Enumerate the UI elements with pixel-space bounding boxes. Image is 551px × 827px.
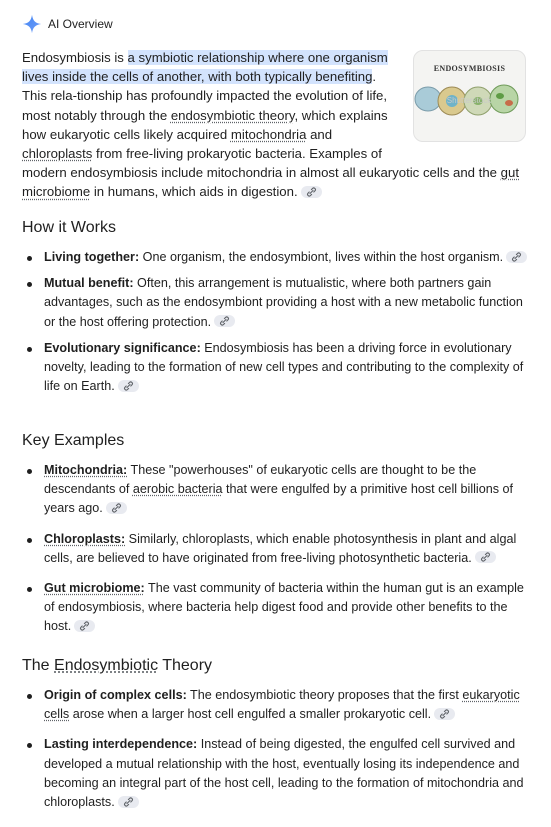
- highlight-line-1: a symbiotic relationship where one organism lives: [22, 50, 388, 85]
- highlight-line-2: inside the cells of another, with both typically benefiting: [52, 69, 373, 85]
- section-heading: How it Works: [22, 219, 116, 236]
- link-icon: [123, 381, 134, 391]
- source-link-chip[interactable]: [214, 315, 235, 327]
- item-text: The vast community of bacteria within the human gut is an example of endosymbiosis, where bacteria help digest food and provide other benefits to the host.: [44, 581, 524, 634]
- list-item: [22, 686, 530, 724]
- item-text: Often, this arrangement is mutualistic, where both partners gain advantages, such as the endosymbiont providing a host with a new metabolic function or the host offering protection.: [44, 276, 523, 329]
- link-icon: [219, 316, 230, 326]
- source-link-chip[interactable]: [506, 251, 527, 263]
- source-link-chip[interactable]: [434, 708, 455, 720]
- intro-text: and: [306, 126, 333, 142]
- item-text: arose when a larger host cell engulfed a smaller prokaryotic cell.: [69, 707, 432, 722]
- link-icon: [79, 621, 90, 631]
- list-item: [22, 461, 530, 519]
- link-icon: [511, 252, 522, 262]
- link-icon: [439, 709, 450, 719]
- item-term: Evolutionary significance:: [44, 340, 201, 355]
- watermark-text: Shutterstock: [446, 96, 492, 105]
- section-heading: Key Examples: [22, 432, 125, 449]
- list-item: [22, 339, 530, 397]
- how-it-works-list: [22, 248, 530, 396]
- endosymbiotic-theory-link[interactable]: endosymbiotic theory: [170, 107, 295, 123]
- list-item: [22, 530, 530, 568]
- source-link-chip[interactable]: [106, 502, 127, 514]
- link-icon: [480, 552, 491, 562]
- item-text: Instead of being digested, the engulfed cell survived and developed a mutual relationship with the host, eventually losing its independence and becoming an integral part of the host cell, leading to the formation of mitochondria and chloroplasts.: [44, 737, 524, 810]
- intro-paragraph: [22, 48, 526, 202]
- source-link-chip[interactable]: [74, 620, 95, 632]
- item-text: Similarly, chloroplasts, which enable photosynthesis in plant and algal cells, are believed to have originated from free-living photosynthetic bacteria.: [44, 531, 517, 565]
- item-term: Mutual benefit:: [44, 276, 134, 291]
- chloroplasts-link[interactable]: chloroplasts: [22, 146, 93, 162]
- item-term: Lasting interdependence:: [44, 737, 198, 752]
- mitochondria-term-link[interactable]: Mitochondria:: [44, 463, 128, 477]
- section-endosymbiotic-theory: [22, 656, 530, 812]
- link-icon: [123, 797, 134, 807]
- theory-list: [22, 686, 530, 812]
- list-item: [22, 248, 530, 267]
- item-text: that were engulfed by a primitive host cell billions of years ago.: [44, 482, 514, 516]
- item-text: One organism, the endosymbiont, lives within the host organism.: [139, 250, 504, 264]
- endosymbiosis-thumbnail[interactable]: [413, 50, 526, 142]
- item-term: Origin of complex cells:: [44, 688, 187, 702]
- intro-text: . This rela-tionship has profoundly impacted the evolution of life, most notably through the: [22, 69, 388, 123]
- item-text: Endosymbiosis has been a driving force in evolutionary novelty, leading to the formation of new cell types and contributing to the complexity of life on Earth.: [44, 340, 524, 394]
- intro-term: Endosymbiosis: [22, 50, 111, 65]
- section-key-examples: [22, 431, 530, 637]
- section-how-it-works: [22, 218, 530, 396]
- intro-text: , which explains how eukaryotic cells likely acquired: [22, 107, 388, 142]
- mitochondria-link[interactable]: mitochondria: [230, 126, 307, 142]
- link-icon: [111, 503, 122, 513]
- source-link-chip[interactable]: [118, 796, 139, 808]
- ai-overview-header: [22, 14, 113, 34]
- overview-title: AI Overview: [48, 17, 113, 31]
- list-item: [22, 579, 530, 637]
- thumbnail-title: ENDOSYMBIOSIS: [433, 64, 506, 73]
- item-text: The endosymbiotic theory proposes that the first: [186, 688, 463, 702]
- heading-text: The: [22, 657, 55, 674]
- eukaryotic-cells-link[interactable]: eukaryotic cells: [44, 688, 520, 722]
- heading-text: Theory: [158, 657, 213, 674]
- link-icon: [306, 187, 317, 197]
- list-item: [22, 735, 530, 812]
- intro-text: is: [110, 50, 128, 65]
- key-examples-list: [22, 461, 530, 637]
- list-item: [22, 274, 530, 332]
- source-link-chip[interactable]: [118, 380, 139, 392]
- aerobic-bacteria-link[interactable]: aerobic bacteria: [132, 482, 223, 497]
- item-text: These "powerhouses" of eukaryotic cells are thought to be the descendants of: [44, 463, 477, 497]
- source-link-chip[interactable]: [301, 186, 322, 198]
- endosymbiotic-heading-link[interactable]: Endosymbiotic: [54, 657, 159, 674]
- gut-microbiome-link[interactable]: gut microbiome: [22, 165, 519, 200]
- intro-text: in humans, which aids in digestion.: [90, 184, 298, 200]
- section-heading: [22, 656, 530, 676]
- sparkle-icon: [22, 14, 42, 34]
- intro-text: from free-living prokaryotic bacteria. Examples of modern endosymbiosis include mitochondria in almost all eukaryotic cells and the: [22, 146, 501, 181]
- item-term: Living together:: [44, 250, 140, 264]
- source-link-chip[interactable]: [475, 551, 496, 563]
- chloroplasts-term-link[interactable]: Chloroplasts:: [44, 531, 126, 546]
- gut-microbiome-term-link[interactable]: Gut microbiome:: [44, 581, 145, 596]
